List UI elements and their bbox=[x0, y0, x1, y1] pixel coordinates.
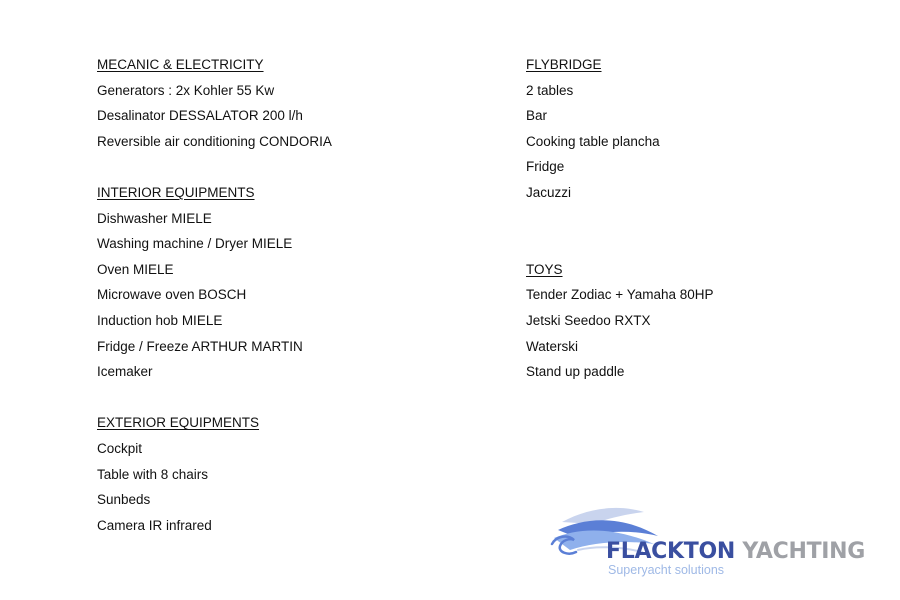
list-item: Icemaker bbox=[97, 364, 153, 380]
exterior-section bbox=[97, 414, 497, 542]
logo-tagline: Superyacht solutions bbox=[608, 563, 725, 577]
mechanic-section bbox=[97, 56, 497, 158]
list-item: Stand up paddle bbox=[526, 364, 625, 380]
list-item: Desalinator DESSALATOR 200 l/h bbox=[97, 108, 303, 124]
list-item: Jacuzzi bbox=[526, 184, 572, 200]
logo-word-flackton: FLACKTON bbox=[606, 539, 735, 564]
list-item: Generators : 2x Kohler 55 Kw bbox=[97, 82, 275, 98]
logo-wordmark bbox=[606, 539, 865, 564]
flybridge-section bbox=[526, 56, 866, 210]
section-heading: EXTERIOR EQUIPMENTS bbox=[97, 415, 260, 431]
section-heading: INTERIOR EQUIPMENTS bbox=[97, 184, 255, 200]
list-item: Induction hob MIELE bbox=[97, 312, 223, 328]
list-item: Bar bbox=[526, 108, 548, 124]
right-column bbox=[526, 56, 866, 389]
left-column bbox=[97, 56, 497, 542]
list-item: Waterski bbox=[526, 338, 579, 354]
list-item: Dishwasher MIELE bbox=[97, 210, 212, 226]
list-item: Tender Zodiac + Yamaha 80HP bbox=[526, 287, 714, 303]
list-item: Sunbeds bbox=[97, 492, 151, 508]
company-logo bbox=[548, 500, 878, 582]
section-heading: FLYBRIDGE bbox=[526, 57, 602, 72]
list-item: Microwave oven BOSCH bbox=[97, 287, 247, 303]
list-item: Fridge / Freeze ARTHUR MARTIN bbox=[97, 338, 303, 354]
toys-section bbox=[526, 261, 866, 389]
list-item: Cockpit bbox=[97, 440, 143, 456]
list-item: Jetski Seedoo RXTX bbox=[526, 312, 651, 328]
list-item: Fridge bbox=[526, 159, 565, 175]
list-item: Washing machine / Dryer MIELE bbox=[97, 236, 293, 252]
section-heading: TOYS bbox=[526, 261, 563, 277]
list-item: Reversible air conditioning CONDORIA bbox=[97, 133, 332, 149]
interior-section bbox=[97, 184, 497, 389]
section-heading: MECANIC & ELECTRICITY bbox=[97, 57, 264, 72]
list-item: Table with 8 chairs bbox=[97, 466, 209, 482]
list-item: Camera IR infrared bbox=[97, 517, 212, 533]
list-item: Cooking table plancha bbox=[526, 133, 660, 149]
list-item: Oven MIELE bbox=[97, 261, 174, 277]
list-item: 2 tables bbox=[526, 82, 574, 98]
logo-word-yachting: YACHTING bbox=[735, 539, 866, 564]
